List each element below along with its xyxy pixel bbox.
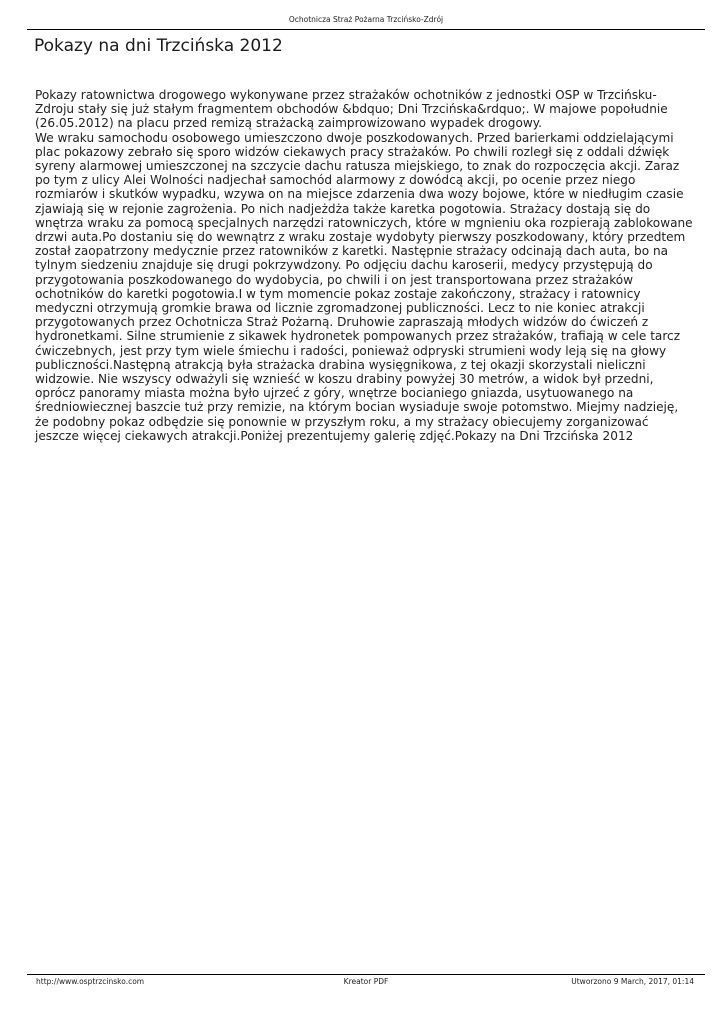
footer-url: http://www.osptrzcinsko.com	[36, 977, 145, 986]
footer-generator: Kreator PDF	[343, 977, 389, 986]
footer-created-date: Utworzono 9 March, 2017, 01:14	[571, 977, 694, 986]
page-header	[27, 14, 705, 30]
article-body: Pokazy ratownictwa drogowego wykonywane przez strażaków ochotników z jednostki OSP w Trzcińsku-Zdroju stały się już stałym fragmentem obchodów &bdquo; Dni Trzcińska&rdquo;. W majowe popołudnie (26.05.2012) na placu przed remizą strażacką zaimprowizowano wypadek drogowy. We wraku samochodu osobowego umieszczono dwoje poszkodowanych. Przed barierkami oddzielającymi plac pokazowy zebrało się sporo widzów ciekawych pracy strażaków. Po chwili rozległ się z oddali dźwięk syreny alarmowej umieszczonej na szczycie dachu ratusza miejskiego, to znak do rozpoczęcia akcji. Zaraz po tym z ulicy Alei Wolności nadjechał samochód alarmowy z dowódcą akcji, po ocenie przez niego rozmiarów i skutków wypadku, wzywa on na miejsce zdarzenia dwa wozy bojowe, które w niedługim czasie zjawiają się w rejonie zagrożenia. Po nich nadjeżdża także karetka pogotowia. Strażacy dostają się do wnętrza wraku za pomocą specjalnych narzędzi ratowniczych, które w mgnieniu oka rozpierają zablokowane drzwi auta.Po dostaniu się do wewnątrz z wraku zostaje wydobyty pierwszy poszkodowany, który przedtem został zaopatrzony medycznie przez ratowników z karetki. Następnie strażacy odcinają dach auta, bo na tylnym siedzeniu znajduje się drugi pokrzywdzony. Po odjęciu dachu karoserii, medycy przystępują do przygotowania poszkodowanego do wydobycia, po chwili i on jest transportowana przez strażaków ochotników do karetki pogotowia.I w tym momencie pokaz zostaje zakończony, strażacy i ratownicy medyczni otrzymują gromkie brawa od licznie zgromadzonej publiczności. Lecz to nie koniec atrakcji przygotowanych przez Ochotnicza Straż Pożarną. Druhowie zapraszają młodych widzów do ćwiczeń z hydronetkami. Silne strumienie z sikawek hydronetek pompowanych przez strażaków, trafiają w cele tarcz ćwiczebnych, jest przy tym wiele śmiechu i radości, ponieważ odpryski strumieni wody leją się na głowy publiczności.Następną atrakcją była strażacka drabina wysięgnikowa, z tej okazji skorzystali nieliczni widzowie. Nie wszyscy odważyli się wznieść w koszu drabiny powyżej 30 metrów, a widok był przedni, oprócz panoramy miasta można było ujrzeć z góry, wnętrze bocianiego gniazda, usytuowanego na średniowiecznej baszcie tuż przy remizie, na którym bocian wysiaduje swoje potomstwo. Miejmy nadzieję, że podobny pokaz odbędzie się ponownie w przyszłym roku, a my strażacy obiecujemy zorganizować jeszcze więcej ciekawych atrakcji.Poniżej prezentujemy galerię zdjęć.Pokazy na Dni Trzcińska 2012	[35, 88, 693, 443]
header-site-name: Ochotnicza Straż Pożarna Trzcińsko-Zdrój	[288, 15, 444, 24]
article-title: Pokazy na dni Trzcińska 2012	[34, 36, 283, 56]
page-footer	[27, 974, 705, 989]
